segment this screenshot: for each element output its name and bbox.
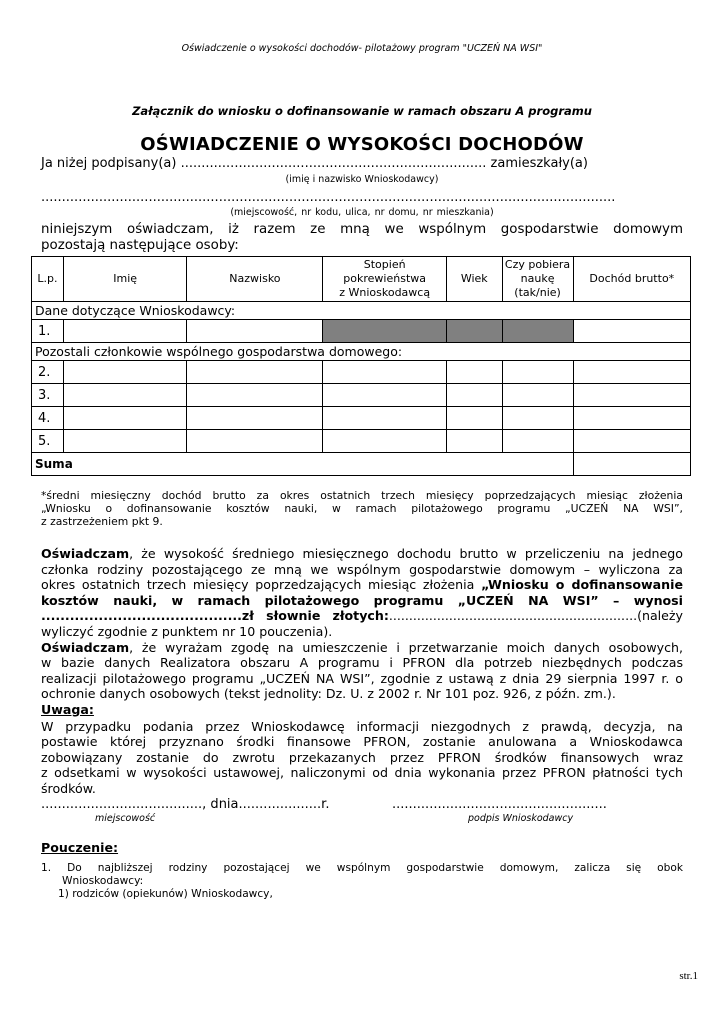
table-row <box>32 430 691 453</box>
declaration-intro-line: niniejszym oświadczam, iż razem ze mną we wspólnym gospodarstwie domowym <box>41 222 683 237</box>
cell-stopien[interactable] <box>323 384 447 407</box>
statement-line <box>41 640 683 656</box>
year-suffix: r. <box>321 797 330 812</box>
footnote <box>41 489 683 528</box>
table-row <box>32 407 691 430</box>
header-stopien <box>323 257 447 302</box>
statement-text: okres ostatnich trzech miesięcy poprzedzających miesiąc złożenia <box>41 577 482 593</box>
statement-line: ochronie danych osobowych (tekst jednolity: Dz. U. z 2002 r. Nr 101 poz. 926, z późn. zm.). <box>41 686 616 702</box>
statement-text: , że wysokość średniego miesięcznego dochodu brutto w przeliczeniu na jednego <box>129 546 683 561</box>
statement-line: wyliczyć zgodnie z punktem nr 10 pouczenia). <box>41 623 333 639</box>
sum-label: Suma <box>32 453 574 476</box>
name-caption: (imię i nazwisko Wnioskodawcy) <box>285 174 439 185</box>
cell-wiek-disabled <box>446 320 502 343</box>
notice-line: W przypadku podania przez Wnioskodawcę informacji niezgodnych z prawdą, decyzja, na <box>41 718 683 734</box>
attachment-note: Załącznik do wniosku o dofinansowanie w ramach obszaru A programu <box>132 104 592 118</box>
household-members-table <box>31 256 691 476</box>
row-number: 5. <box>32 430 64 453</box>
header-nauka <box>502 257 573 302</box>
income-words-field[interactable]: ..............................................................(należy <box>388 608 683 624</box>
footnote-line: *średni miesięczny dochód brutto za okres ostatnich trzech miesięcy poprzedzających miesiąc złożenia <box>41 489 683 502</box>
table-row <box>32 361 691 384</box>
notice-line: środków. <box>41 780 96 796</box>
section-row-applicant <box>32 302 691 320</box>
row-number: 4. <box>32 407 64 430</box>
cell-dochod[interactable] <box>573 407 690 430</box>
cell-stopien[interactable] <box>323 407 447 430</box>
cell-nauka[interactable] <box>502 361 573 384</box>
cell-stopien[interactable] <box>323 430 447 453</box>
section-row-others <box>32 343 691 361</box>
statement-line: realizacji pilotażowego programu „UCZEŃ NA WSI”, zgodnie z ustawą z dnia 29 sierpnia 1997 r. o <box>41 670 683 686</box>
table-row <box>32 320 691 343</box>
header-dochod: Dochód brutto* <box>573 257 690 302</box>
section-label-others: Pozostali członkowie wspólnego gospodarstwa domowego: <box>32 343 691 361</box>
statement-line <box>41 608 683 624</box>
place-field[interactable]: ....................................... <box>41 797 203 812</box>
document-header: Oświadczenie o wysokości dochodów- pilotażowy program "UCZEŃ NA WSI" <box>181 43 543 54</box>
sum-row <box>32 453 691 476</box>
row-number: 3. <box>32 384 64 407</box>
signature-field[interactable]: .................................................... <box>392 797 607 812</box>
page-title: OŚWIADCZENIE O WYSOKOŚCI DOCHODÓW <box>140 134 584 155</box>
cell-imie[interactable] <box>63 320 187 343</box>
header-text: Stopień <box>363 258 406 271</box>
date-field[interactable]: .................... <box>238 797 322 812</box>
section-label-applicant: Dane dotyczące Wnioskodawcy: <box>32 302 691 320</box>
notice-line: zobowiązany zostanie do zwrotu przekazanych przez PFRON środków finansowych wraz <box>41 749 683 765</box>
instructions-line: Wnioskodawcy: <box>62 875 144 887</box>
header-text: naukę <box>520 272 555 285</box>
header-lp: L.p. <box>32 257 64 302</box>
notice-line: postawie której przyznano środki finansowe PFRON, zostanie anulowana a Wnioskodawca <box>41 734 683 750</box>
statement-line <box>41 546 683 562</box>
cell-nazwisko[interactable] <box>187 430 323 453</box>
header-text: z Wnioskodawcą <box>339 286 431 299</box>
row-number: 2. <box>32 361 64 384</box>
notice-line: z odsetkami w wysokości ustawowej, naliczonymi od dnia wykonania przez PFRON płatności tych <box>41 765 683 781</box>
address-caption: (miejscowość, nr kodu, ulica, nr domu, nr mieszkania) <box>230 207 494 218</box>
cell-nazwisko[interactable] <box>187 361 323 384</box>
statement-text: , że wyrażam zgodę na umieszczenie i przetwarzanie moich danych osobowych, <box>129 639 683 655</box>
row-number: 1. <box>32 320 64 343</box>
header-imie: Imię <box>63 257 187 302</box>
footnote-line: „Wniosku o dofinansowanie kosztów nauki, w ramach pilotażowego programu „UCZEŃ NA WSI”, <box>41 502 683 515</box>
cell-imie[interactable] <box>63 407 187 430</box>
declaration-intro <box>41 222 683 254</box>
applicant-name-line <box>41 156 691 171</box>
table-row <box>32 384 691 407</box>
cell-dochod[interactable] <box>573 320 690 343</box>
instructions-subitem: 1) rodziców (opiekunów) Wnioskodawcy, <box>58 888 273 900</box>
statement-line: w bazie danych Realizatora obszaru A programu i PFRON dla potrzeb niezbędnych podczas <box>41 655 683 671</box>
cell-wiek[interactable] <box>446 384 502 407</box>
cell-wiek[interactable] <box>446 430 502 453</box>
header-wiek: Wiek <box>446 257 502 302</box>
date-label: , dnia <box>202 797 239 812</box>
cell-nauka-disabled <box>502 320 573 343</box>
place-caption: miejscowość <box>95 813 156 824</box>
cell-nauka[interactable] <box>502 430 573 453</box>
cell-imie[interactable] <box>63 384 187 407</box>
table-header-row <box>32 257 691 302</box>
statement-bold: Oświadczam <box>41 639 130 655</box>
signature-line <box>41 797 329 812</box>
cell-stopien-disabled <box>323 320 447 343</box>
applicant-name-field[interactable]: .......................................................................... <box>180 156 487 171</box>
cell-stopien[interactable] <box>323 361 447 384</box>
header-text: (tak/nie) <box>514 286 561 299</box>
statement-bold: Oświadczam <box>41 546 130 561</box>
header-nazwisko: Nazwisko <box>187 257 323 302</box>
cell-sum[interactable] <box>573 453 690 476</box>
statement-line <box>41 593 683 609</box>
declaration-intro-line: pozostają następujące osoby: <box>41 238 239 253</box>
instructions-line: 1. Do najbliższej rodziny pozostającej we wspólnym gospodarstwie domowym, zalicza się obok <box>41 862 683 874</box>
cell-dochod[interactable] <box>573 430 690 453</box>
declarant-label: Ja niżej podpisany(a) <box>41 156 181 171</box>
cell-nazwisko[interactable] <box>187 320 323 343</box>
statement-bold: kosztów nauki, w ramach pilotażowego programu „UCZEŃ NA WSI” – wynosi <box>41 592 683 608</box>
cell-nazwisko[interactable] <box>187 384 323 407</box>
income-statement <box>41 546 683 797</box>
cell-nauka[interactable] <box>502 407 573 430</box>
signature-caption: podpis Wnioskodawcy <box>468 813 574 824</box>
resident-label: zamieszkały(a) <box>486 156 588 171</box>
cell-imie[interactable] <box>63 361 187 384</box>
statement-line <box>41 577 683 593</box>
notice-heading: Uwaga: <box>41 701 94 717</box>
cell-wiek[interactable] <box>446 361 502 384</box>
cell-wiek[interactable] <box>446 407 502 430</box>
cell-nauka[interactable] <box>502 384 573 407</box>
cell-imie[interactable] <box>63 430 187 453</box>
cell-dochod[interactable] <box>573 361 690 384</box>
footnote-line: z zastrzeżeniem pkt 9. <box>41 515 163 528</box>
cell-nazwisko[interactable] <box>187 407 323 430</box>
header-text: pokrewieństwa <box>343 272 427 285</box>
header-text: Czy pobiera <box>504 258 571 271</box>
statement-bold: „Wniosku o dofinansowanie <box>481 577 684 593</box>
address-field[interactable]: ........................................................................................................................................... <box>41 190 616 205</box>
cell-dochod[interactable] <box>573 384 690 407</box>
page-number: str.1 <box>679 970 698 982</box>
instructions-heading: Pouczenie: <box>41 840 119 855</box>
statement-line: członka rodziny pozostającego ze mną we wspólnym gospodarstwie domowym – wyliczona za <box>41 561 683 577</box>
instructions-body <box>41 862 683 901</box>
income-amount-field[interactable]: ..........................................zł słownie złotych: <box>41 608 389 624</box>
